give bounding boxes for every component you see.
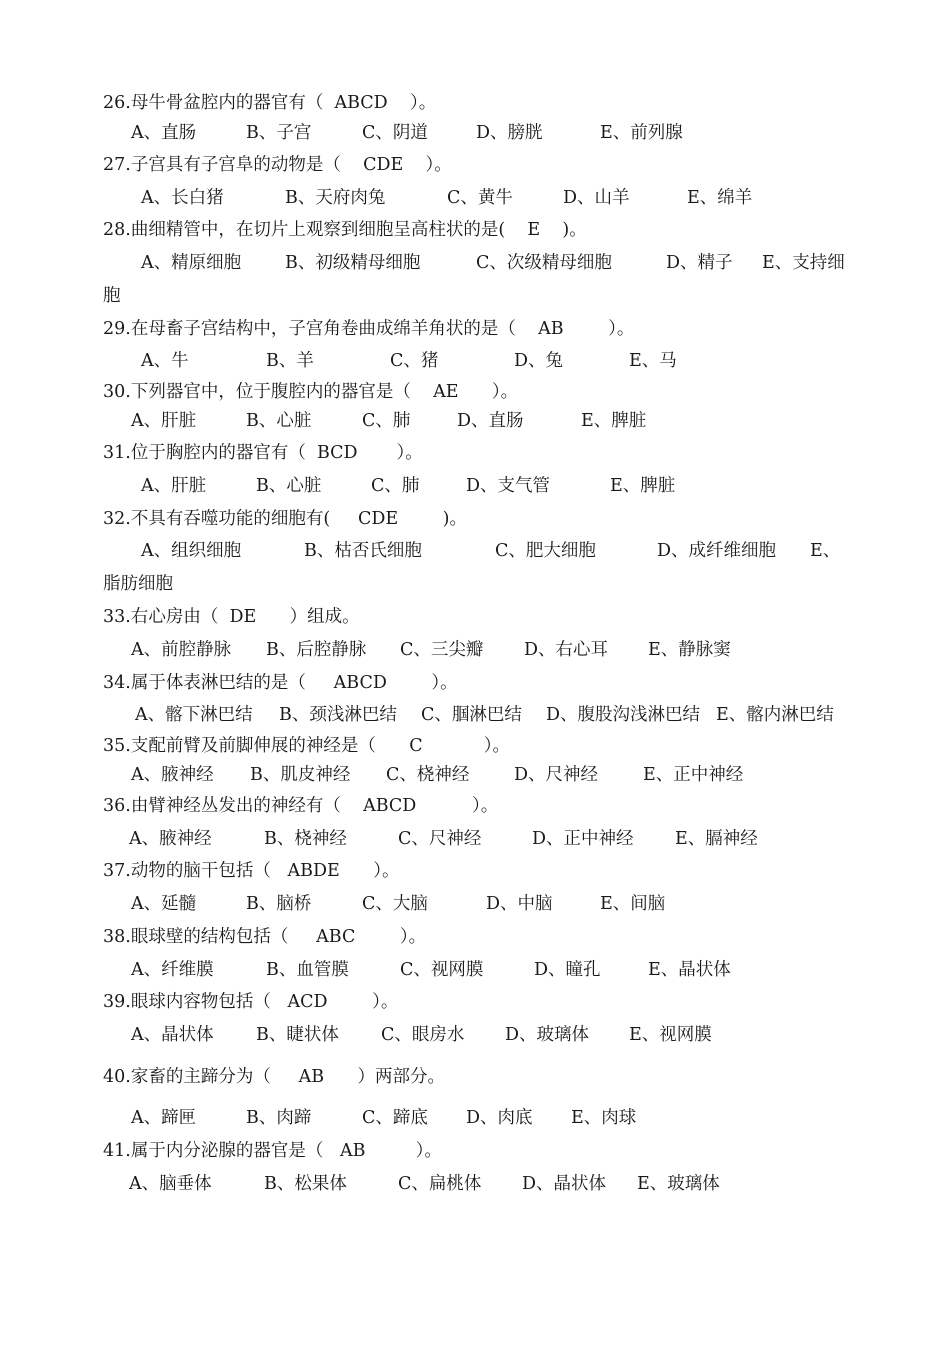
question-stem — [0, 670, 950, 696]
option-b: B、天府肉兔 — [285, 188, 386, 208]
question-stem — [0, 604, 950, 630]
option-e: E、脾脏 — [581, 411, 647, 431]
options-row — [0, 120, 950, 146]
question-stem — [0, 989, 950, 1015]
option-a: A、牛 — [141, 351, 189, 371]
option-c: C、肺 — [371, 476, 420, 496]
option-b: B、颈浅淋巴结 — [279, 705, 397, 725]
option-b: B、初级精母细胞 — [285, 253, 421, 273]
options-row — [0, 702, 950, 728]
option-d: D、腹股沟浅淋巴结 — [546, 705, 701, 725]
stem-text: 27.子宫具有子宫阜的动物是（ CDE ）。 — [103, 155, 452, 175]
stem-text: 35.支配前臂及前脚伸展的神经是（ C ）。 — [103, 736, 511, 756]
option-continuation — [0, 283, 950, 309]
option-d: D、山羊 — [563, 188, 630, 208]
option-e: E、绵羊 — [687, 188, 753, 208]
option-e: E、视网膜 — [629, 1025, 712, 1045]
option-a: A、晶状体 — [131, 1025, 214, 1045]
option-d: D、直肠 — [457, 411, 524, 431]
stem-text: 41.属于内分泌腺的器官是（ AB ）。 — [103, 1141, 442, 1161]
option-a: A、腋神经 — [131, 765, 214, 785]
option-e: E、肉球 — [571, 1108, 637, 1128]
option-e: E、晶状体 — [648, 960, 731, 980]
option-a: A、纤维膜 — [131, 960, 214, 980]
option-a: A、精原细胞 — [141, 253, 242, 273]
stem-text: 32.不具有吞噬功能的细胞有( CDE )。 — [103, 509, 467, 529]
option-a: A、髂下淋巴结 — [135, 705, 253, 725]
option-e: E、玻璃体 — [637, 1174, 720, 1194]
question-stem — [0, 316, 950, 342]
option-c: C、黄牛 — [447, 188, 513, 208]
option-b: B、睫状体 — [256, 1025, 339, 1045]
stem-text: 40.家畜的主蹄分为（ AB ）两部分。 — [103, 1067, 446, 1087]
option-a: A、肝脏 — [131, 411, 197, 431]
option-d: D、精子 — [666, 253, 733, 273]
options-row — [0, 762, 950, 788]
question-stem — [0, 217, 950, 243]
option-d: D、膀胱 — [476, 123, 543, 143]
question-stem — [0, 506, 950, 532]
option-e: E、间脑 — [600, 894, 666, 914]
options-row — [0, 637, 950, 663]
option-d: D、成纤维细胞 — [657, 541, 777, 561]
option-c: C、阴道 — [362, 123, 428, 143]
options-row — [0, 348, 950, 374]
continuation-text: 脂肪细胞 — [103, 574, 173, 594]
option-a: A、组织细胞 — [141, 541, 242, 561]
option-c: C、视网膜 — [400, 960, 484, 980]
option-b: B、脑桥 — [246, 894, 312, 914]
options-row — [0, 957, 950, 983]
option-d: D、瞳孔 — [534, 960, 601, 980]
option-d: D、尺神经 — [514, 765, 599, 785]
question-stem — [0, 440, 950, 466]
options-row — [0, 826, 950, 852]
option-b: B、子宫 — [246, 123, 312, 143]
option-c: C、桡神经 — [386, 765, 470, 785]
option-e: E、前列腺 — [600, 123, 683, 143]
options-row — [0, 473, 950, 499]
option-d: D、右心耳 — [524, 640, 609, 660]
options-row — [0, 185, 950, 211]
stem-text: 30.下列器官中，位于腹腔内的器官是（ AE ）。 — [103, 382, 519, 402]
question-stem — [0, 793, 950, 819]
option-e: E、正中神经 — [643, 765, 744, 785]
option-b: B、桡神经 — [264, 829, 347, 849]
option-b: B、心脏 — [246, 411, 312, 431]
question-stem — [0, 379, 950, 405]
question-stem — [0, 90, 950, 116]
question-stem — [0, 858, 950, 884]
option-b: B、后腔静脉 — [266, 640, 367, 660]
option-d: D、支气管 — [466, 476, 551, 496]
option-a: A、直肠 — [131, 123, 197, 143]
options-row — [0, 1105, 950, 1131]
option-b: B、肌皮神经 — [250, 765, 351, 785]
option-d: D、正中神经 — [532, 829, 634, 849]
question-stem — [0, 924, 950, 950]
option-c: C、三尖瓣 — [400, 640, 484, 660]
stem-text: 37.动物的脑干包括（ ABDE ）。 — [103, 861, 400, 881]
option-d: D、晶状体 — [522, 1174, 607, 1194]
option-a: A、腋神经 — [129, 829, 212, 849]
option-d: D、兔 — [514, 351, 564, 371]
option-e: E、静脉窦 — [648, 640, 731, 660]
option-c: C、猪 — [390, 351, 439, 371]
options-row — [0, 408, 950, 434]
option-e: E、脾脏 — [610, 476, 676, 496]
stem-text: 38.眼球壁的结构包括（ ABC ）。 — [103, 927, 427, 947]
continuation-text: 胞 — [103, 286, 121, 306]
option-a: A、长白猪 — [141, 188, 224, 208]
option-c: C、肺 — [362, 411, 411, 431]
option-b: B、血管膜 — [266, 960, 349, 980]
option-c: C、眼房水 — [381, 1025, 465, 1045]
option-c: C、次级精母细胞 — [476, 253, 612, 273]
option-c: C、尺神经 — [398, 829, 482, 849]
option-a: A、延髓 — [131, 894, 197, 914]
option-a: A、肝脏 — [141, 476, 207, 496]
stem-text: 39.眼球内容物包括（ ACD ）。 — [103, 992, 399, 1012]
stem-text: 26.母牛骨盆腔内的器官有（ ABCD ）。 — [103, 93, 437, 113]
stem-text: 29.在母畜子宫结构中，子宫角卷曲成绵羊角状的是（ AB ）。 — [103, 319, 635, 339]
question-stem — [0, 152, 950, 178]
option-e: E、支持细 — [762, 253, 845, 273]
options-row — [0, 1171, 950, 1197]
stem-text: 31.位于胸腔内的器官有（ BCD ）。 — [103, 443, 423, 463]
option-c: C、肥大细胞 — [495, 541, 596, 561]
option-c: C、腘淋巴结 — [421, 705, 522, 725]
option-b: B、心脏 — [256, 476, 322, 496]
option-e: E、马 — [629, 351, 677, 371]
option-b: B、肉蹄 — [246, 1108, 312, 1128]
option-d: D、中脑 — [486, 894, 553, 914]
option-a: A、脑垂体 — [129, 1174, 212, 1194]
options-row — [0, 1022, 950, 1048]
option-c: C、蹄底 — [362, 1108, 428, 1128]
stem-text: 36.由臂神经丛发出的神经有（ ABCD ）。 — [103, 796, 499, 816]
option-e: E、髂内淋巴结 — [716, 705, 834, 725]
option-c: C、扁桃体 — [398, 1174, 482, 1194]
option-continuation — [0, 571, 950, 597]
question-stem — [0, 733, 950, 759]
option-b: B、松果体 — [264, 1174, 347, 1194]
option-b: B、羊 — [266, 351, 314, 371]
stem-text: 33.右心房由（ DE ）组成。 — [103, 607, 360, 627]
options-row — [0, 538, 950, 564]
options-row — [0, 250, 950, 276]
option-e: E、膈神经 — [675, 829, 758, 849]
option-d: D、玻璃体 — [505, 1025, 590, 1045]
option-c: C、大脑 — [362, 894, 428, 914]
question-stem — [0, 1138, 950, 1164]
question-stem — [0, 1064, 950, 1090]
option-d: D、肉底 — [466, 1108, 533, 1128]
stem-text: 34.属于体表淋巴结的是（ ABCD ）。 — [103, 673, 458, 693]
option-a: A、蹄匣 — [131, 1108, 197, 1128]
option-a: A、前腔静脉 — [131, 640, 232, 660]
option-e: E、 — [810, 541, 841, 561]
option-b: B、枯否氏细胞 — [304, 541, 422, 561]
options-row — [0, 891, 950, 917]
stem-text: 28.曲细精管中，在切片上观察到细胞呈高柱状的是( E )。 — [103, 220, 587, 240]
